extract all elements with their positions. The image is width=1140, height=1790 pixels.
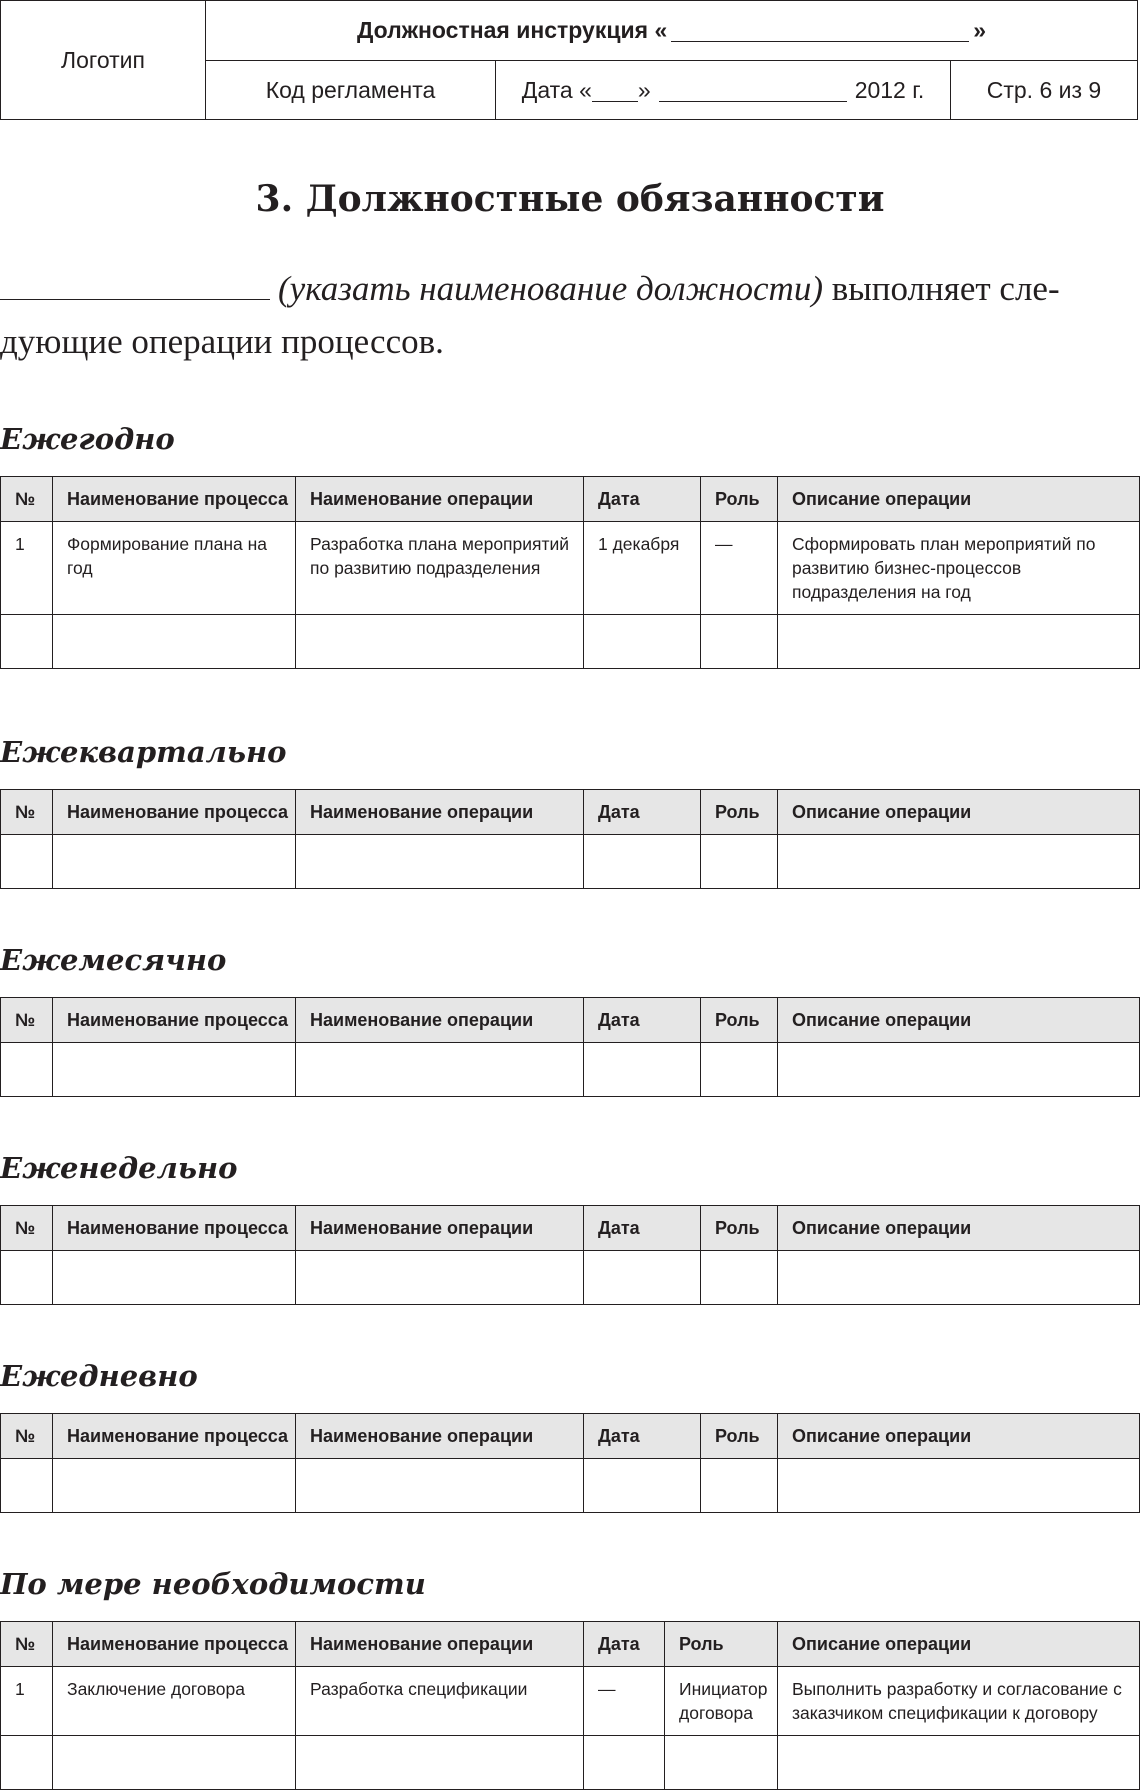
cell-description: Сформировать план мероприятий по развитию бизнес-процессов подразделения на год [778,522,1140,615]
empty-row [1,615,1140,669]
empty-cell[interactable] [665,1736,778,1790]
column-header: Дата [584,790,701,835]
empty-cell[interactable] [53,1251,296,1305]
empty-cell[interactable] [584,1459,701,1513]
empty-cell[interactable] [296,615,584,669]
doc-title-blank [671,19,969,42]
empty-cell[interactable] [701,1251,778,1305]
table-header-row [1,1414,1140,1459]
intro-italic: (указать наименование должности) [278,269,823,308]
cell-role: Инициатор договора [665,1667,778,1736]
empty-cell[interactable] [584,1736,665,1790]
column-header: Роль [701,998,778,1043]
empty-cell[interactable] [1,1736,53,1790]
empty-cell[interactable] [778,1736,1140,1790]
date-day-blank [592,79,638,102]
empty-cell[interactable] [296,835,584,889]
empty-cell[interactable] [1,835,53,889]
empty-cell[interactable] [778,1251,1140,1305]
column-header: Наименование процесса [53,1622,296,1667]
operations-table [0,1621,1140,1790]
operations-table [0,476,1140,669]
empty-cell[interactable] [53,1043,296,1097]
column-header: № [1,998,53,1043]
empty-cell[interactable] [296,1251,584,1305]
section-title-quarterly: Ежеквартально [0,735,287,769]
operations-table [0,1205,1140,1305]
empty-cell[interactable] [53,1736,296,1790]
empty-cell[interactable] [701,1043,778,1097]
column-header: Наименование процесса [53,790,296,835]
empty-cell[interactable] [296,1459,584,1513]
empty-cell[interactable] [701,1459,778,1513]
table-header-row [1,790,1140,835]
page-number: Стр. 6 из 9 [986,76,1102,103]
empty-cell[interactable] [778,835,1140,889]
empty-cell[interactable] [1,1043,53,1097]
section-title-weekly: Еженедельно [0,1151,238,1185]
empty-cell[interactable] [1,1459,53,1513]
table-row [1,522,1140,615]
section-title-monthly: Ежемесячно [0,943,227,977]
empty-cell[interactable] [584,1043,701,1097]
column-header: Роль [665,1622,778,1667]
empty-cell[interactable] [296,1736,584,1790]
column-header: Описание операции [778,1414,1140,1459]
table-header-row [1,1622,1140,1667]
column-header: Описание операции [778,998,1140,1043]
section-title-as-needed: По мере необходимости [0,1567,426,1601]
cell-date: — [584,1667,665,1736]
column-header: Наименование процесса [53,477,296,522]
empty-cell[interactable] [778,615,1140,669]
position-blank [0,273,270,300]
reg-code-cell: Код регламента [206,61,496,119]
column-header: Наименование операции [296,1622,584,1667]
column-header: Роль [701,1414,778,1459]
column-header: № [1,1206,53,1251]
table-header-row [1,1206,1140,1251]
document-header [0,0,1138,120]
column-header: Наименование операции [296,1414,584,1459]
empty-cell[interactable] [584,1251,701,1305]
section-title-daily: Ежедневно [0,1359,198,1393]
empty-cell[interactable] [1,615,53,669]
date-cell [496,61,951,119]
empty-row [1,1043,1140,1097]
cell-operation-name: Разработка плана мероприятий по развитию подразделения [296,522,584,615]
empty-cell[interactable] [778,1043,1140,1097]
empty-cell[interactable] [584,835,701,889]
column-header: Роль [701,790,778,835]
cell-date: 1 декабря [584,522,701,615]
empty-cell[interactable] [1,1251,53,1305]
logo-placeholder: Логотип [1,1,206,119]
column-header: Дата [584,1206,701,1251]
column-header: № [1,790,53,835]
doc-title-prefix: Должностная инструкция « [356,17,668,43]
column-header: Наименование процесса [53,1414,296,1459]
date-prefix: Дата « [521,76,592,103]
empty-cell[interactable] [53,615,296,669]
column-header: Роль [701,477,778,522]
operations-table [0,997,1140,1097]
column-header: Описание операции [778,790,1140,835]
empty-cell[interactable] [296,1043,584,1097]
empty-row [1,1736,1140,1790]
cell-process-name: Формирование плана на год [53,522,296,615]
empty-cell[interactable] [701,615,778,669]
column-header: Описание операции [778,1622,1140,1667]
column-header: Дата [584,1622,665,1667]
cell-row-number: 1 [1,1667,53,1736]
column-header: Описание операции [778,1206,1140,1251]
cell-row-number: 1 [1,522,53,615]
intro-paragraph [0,262,1138,368]
empty-cell[interactable] [53,835,296,889]
column-header: Наименование операции [296,477,584,522]
column-header: № [1,477,53,522]
intro-text-1: выполняет сле- [822,269,1060,308]
operations-table [0,1413,1140,1513]
column-header: № [1,1414,53,1459]
section-title-yearly: Ежегодно [0,422,175,456]
empty-cell[interactable] [53,1459,296,1513]
doc-title-cell [206,1,1137,61]
empty-cell[interactable] [778,1459,1140,1513]
column-header: Роль [701,1206,778,1251]
column-header: Наименование операции [296,790,584,835]
column-header: Наименование процесса [53,998,296,1043]
table-header-row [1,998,1140,1043]
column-header: Наименование процесса [53,1206,296,1251]
doc-title-suffix: » [973,17,987,43]
empty-row [1,1459,1140,1513]
empty-cell[interactable] [701,835,778,889]
cell-process-name: Заключение договора [53,1667,296,1736]
empty-row [1,1251,1140,1305]
column-header: Наименование операции [296,1206,584,1251]
column-header: Наименование операции [296,998,584,1043]
date-month-blank [659,79,847,102]
table-header-row [1,477,1140,522]
empty-row [1,835,1140,889]
cell-operation-name: Разработка спецификации [296,1667,584,1736]
date-year: 2012 г. [854,76,925,103]
column-header: Дата [584,998,701,1043]
operations-table [0,789,1140,889]
column-header: Описание операции [778,477,1140,522]
column-header: Дата [584,1414,701,1459]
date-mid: » [637,76,651,103]
column-header: № [1,1622,53,1667]
section-heading: 3. Должностные обязанности [255,178,885,220]
cell-role: — [701,522,778,615]
table-row [1,1667,1140,1736]
intro-text-2: дующие операции процессов. [0,322,444,361]
cell-description: Выполнить разработку и согласование с заказчиком спецификации к договору [778,1667,1140,1736]
empty-cell[interactable] [584,615,701,669]
column-header: Дата [584,477,701,522]
